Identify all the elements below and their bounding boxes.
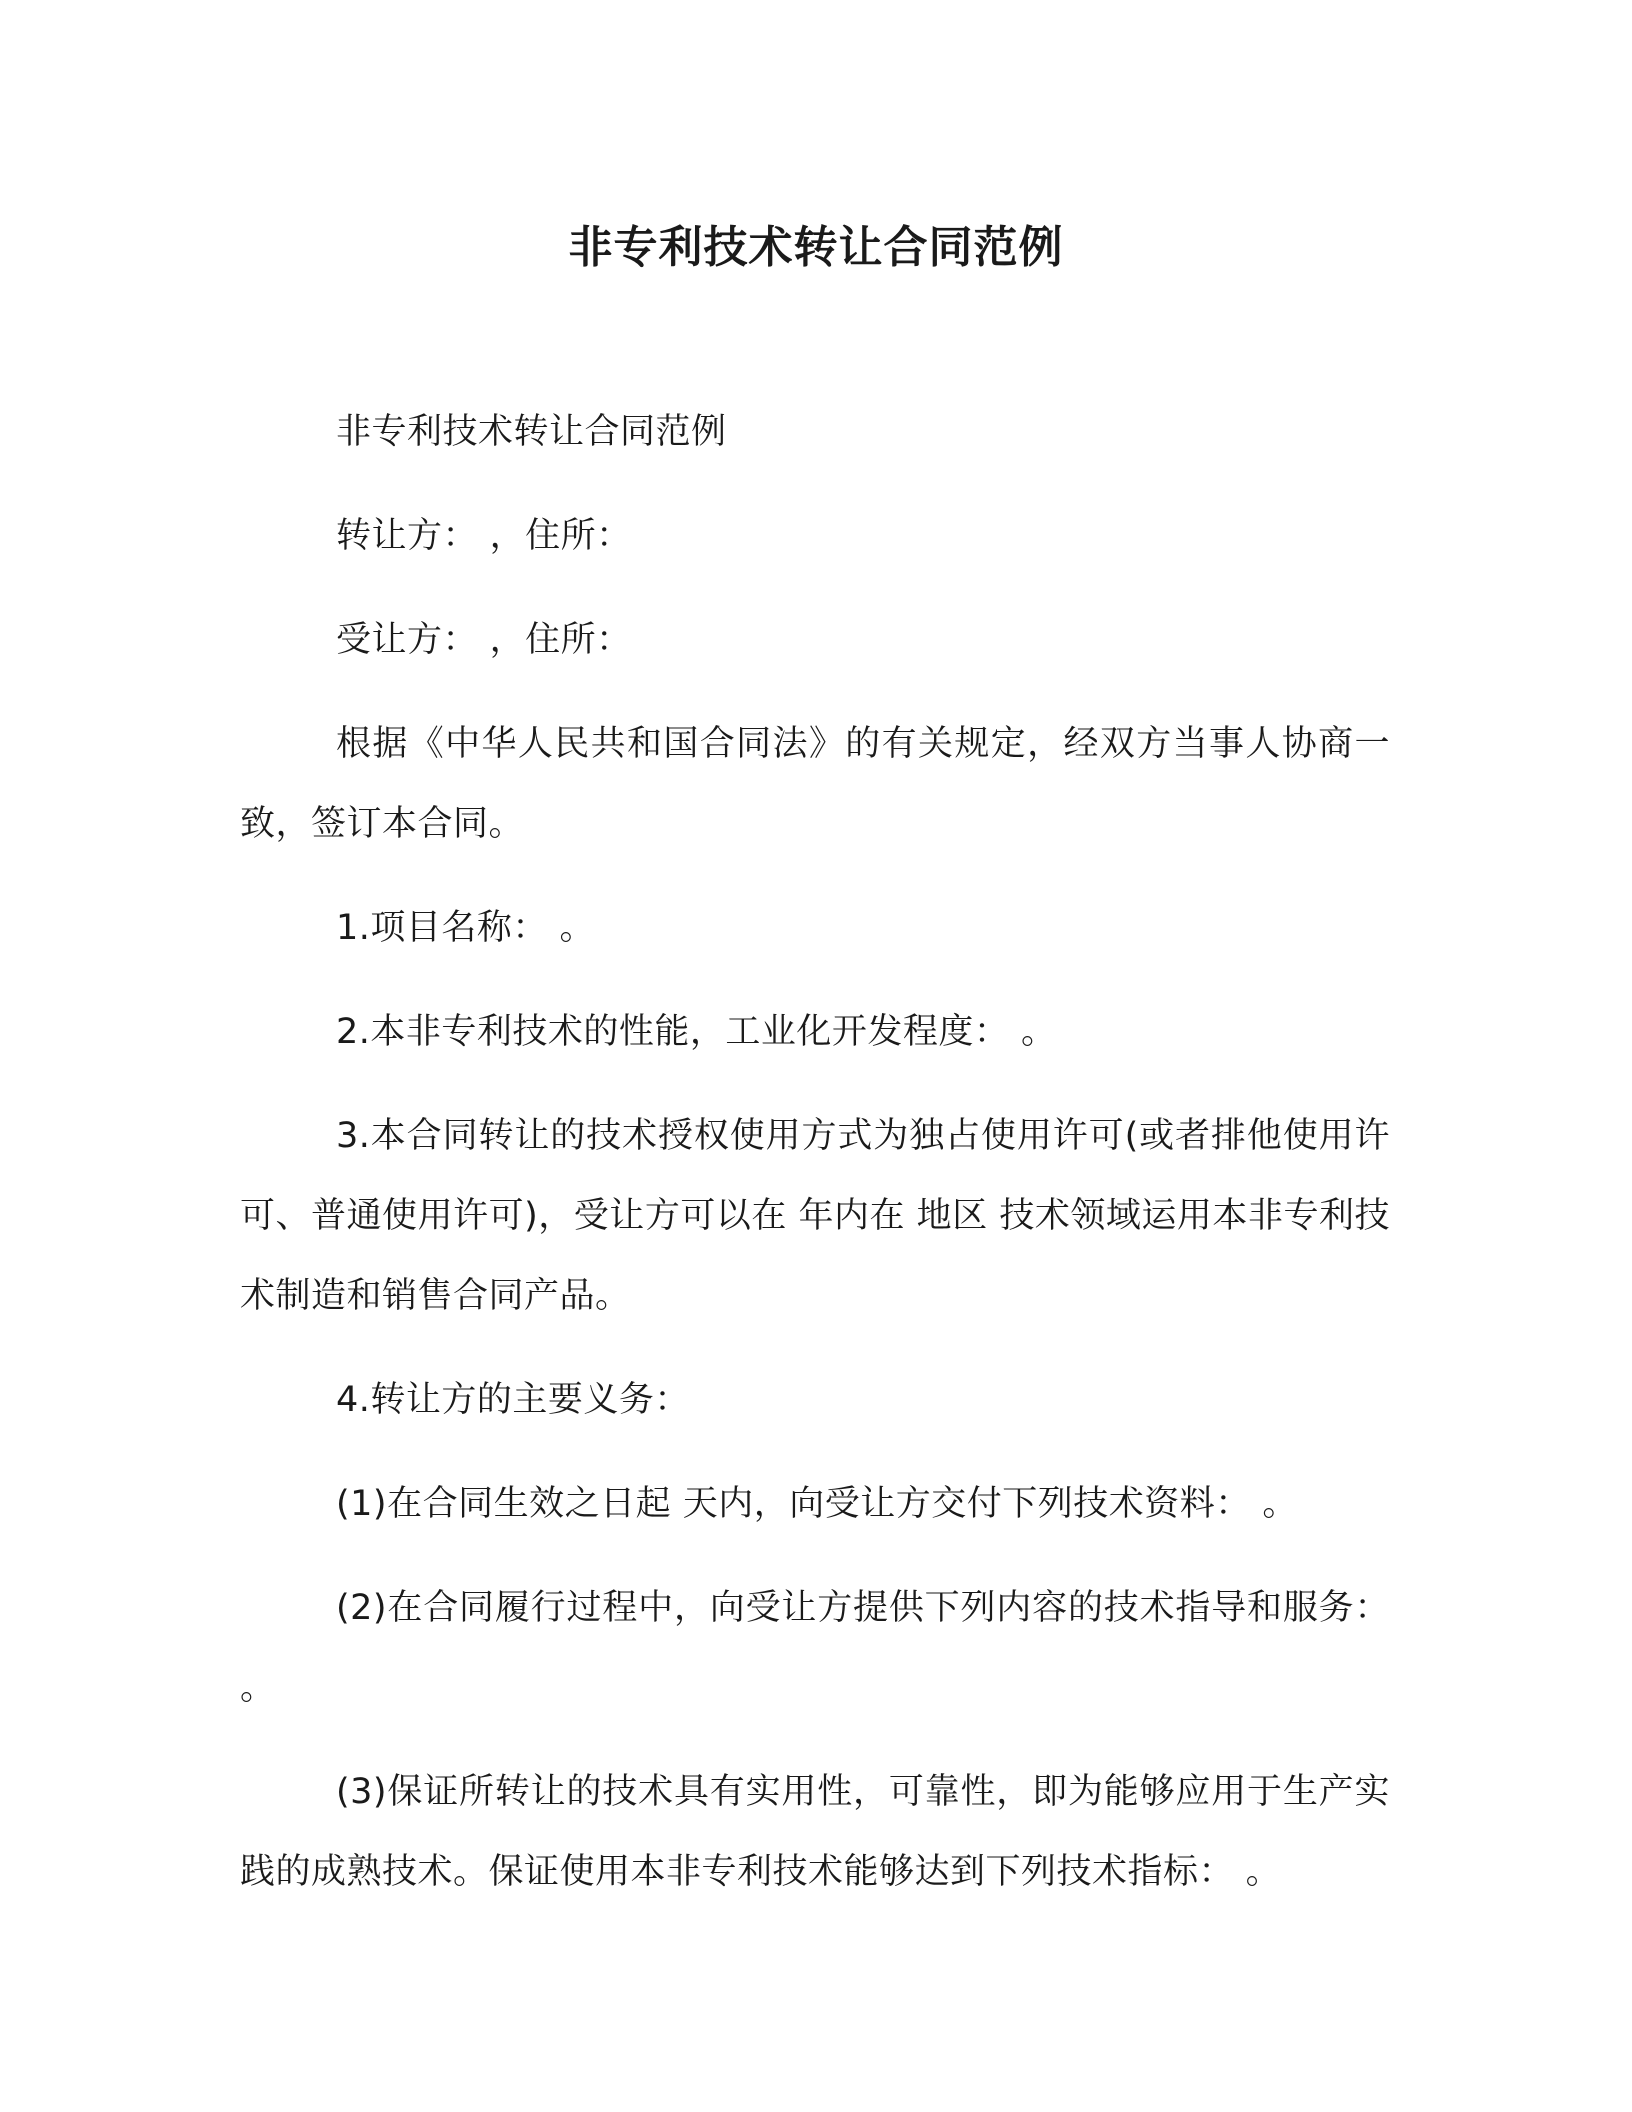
paragraph-transferor: 转让方： ，住所： xyxy=(336,516,632,556)
paragraph-heading: 非专利技术转让合同范例 xyxy=(336,412,727,452)
paragraph-item-4: 4.转让方的主要义务： xyxy=(336,1380,690,1420)
paragraph-item-1: 1.项目名称： 。 xyxy=(336,908,596,948)
paragraph-item-3: 3.本合同转让的技术授权使用方式为独占使用许可(或者排他使用许可、普通使用许可)，受让方可以在 年内在 地区 技术领域运用本非专利技术制造和销售合同产品。 xyxy=(240,1116,1390,1316)
paragraph-basis: 根据《中华人民共和国合同法》的有关规定，经双方当事人协商一致，签订本合同。 xyxy=(240,724,1390,844)
document-title: 非专利技术转让合同范例 xyxy=(568,222,1064,273)
paragraph-item-2: 2.本非专利技术的性能，工业化开发程度： 。 xyxy=(336,1012,1057,1052)
paragraph-item-4-2: (2)在合同履行过程中，向受让方提供下列内容的技术指导和服务： 。 xyxy=(240,1588,1390,1708)
document-body xyxy=(240,392,1390,1936)
paragraph-item-4-1: (1)在合同生效之日起 天内，向受让方交付下列技术资料： 。 xyxy=(336,1484,1298,1524)
paragraph-transferee: 受让方： ，住所： xyxy=(336,620,632,660)
paragraph-item-4-3: (3)保证所转让的技术具有实用性，可靠性，即为能够应用于生产实践的成熟技术。保证使用本非专利技术能够达到下列技术指标： 。 xyxy=(240,1772,1390,1892)
